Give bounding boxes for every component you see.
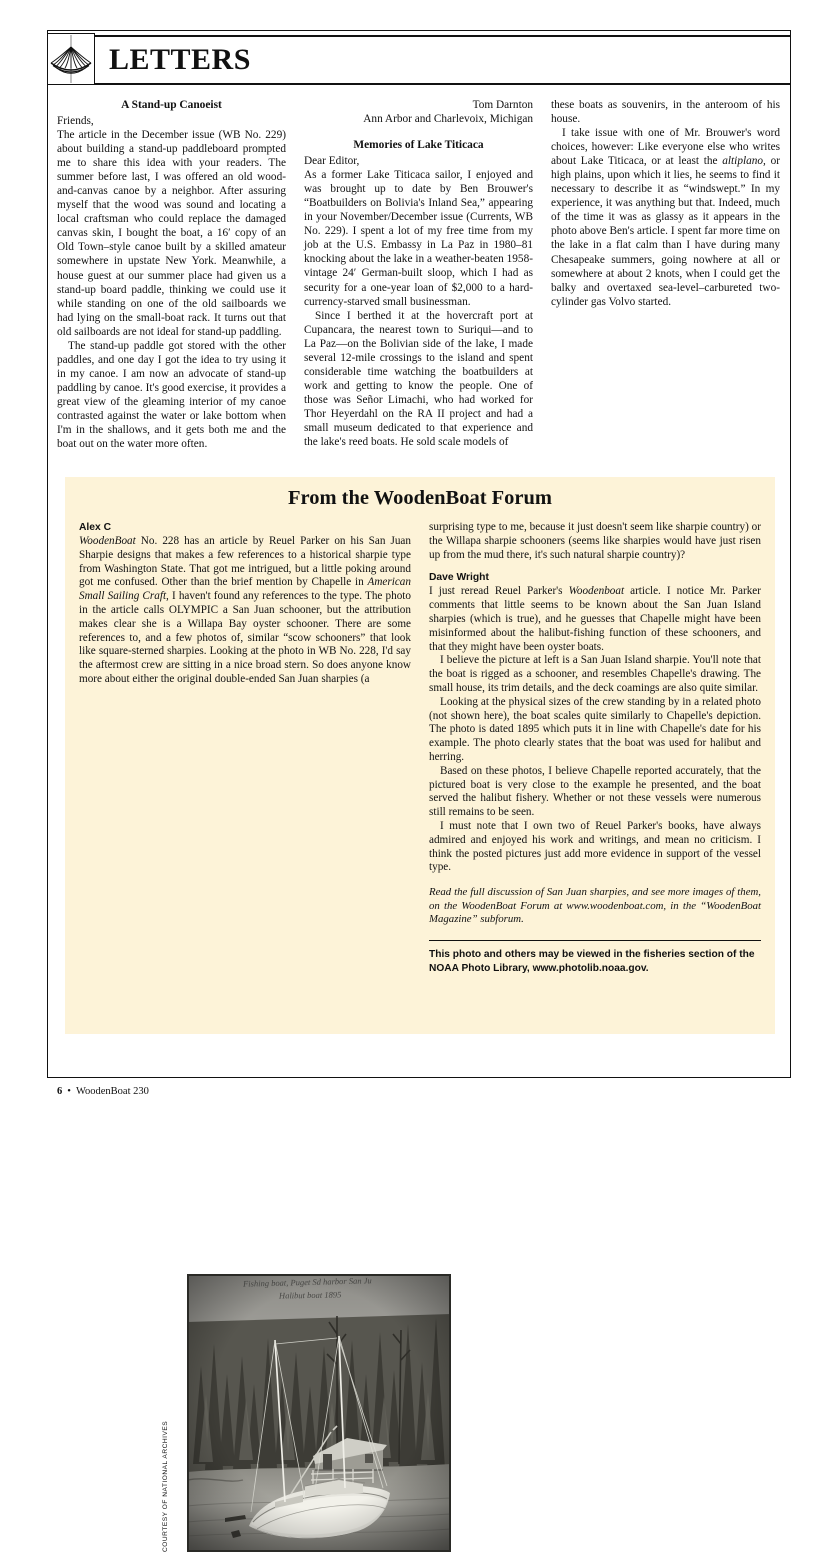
footer-separator: • [67,1086,71,1097]
forum-post1-italic-woodenboat: WoodenBoat [79,535,136,547]
masthead-rule-bottom [95,83,791,85]
forum-photo-source-caption: This photo and others may be viewed in the fisheries section of the NOAA Photo Library, www.photolib.noaa.gov. [429,949,755,974]
page-border-top [47,30,791,31]
forum-post-author-alex-c: Alex C [79,522,112,533]
letter2-paragraph-2: Since I berthed it at the hovercraft port at Cupancara, the nearest town to Suriqui—and to La Paz—on the Bolivian side of the lake, I made several 12-mile crossings to the island and spent considerable time watching the boatbuilders at work and getting to know the people. One of those was Señor Limachi, who had worked for Thor Heyerdahl on the RA II project and had a small museum dedicated to that experience and the lake's reed boats. He sold scale models of [304,309,533,449]
masthead [47,33,791,85]
letter2-paragraph-3 [551,126,780,309]
letters-column-3 [551,98,780,451]
forum-post-1-body [79,535,411,687]
photo-handwriting-line-1: Fishing boat, Puget Sd harbor San Ju [242,1275,372,1289]
forum-post2-text-a: I just reread Reuel Parker's [429,585,569,598]
forum-column-right [429,521,761,976]
forum-post2-italic-woodenboat: Woodenboat [568,585,625,598]
letter2-para3-post: or high plains, upon which it lies, he seems to find it necessary to describe it as “windswept.” In my experience, it was anything but that. Indeed, much of the time it was as glassy as it appears in the photo above Ben's article. I spent far more time on the lake in a flat calm than I have during many Chesapeake summers, going nowhere at all or somewhere at about 2 knots, when I could get the balky and overtaxed sea-level–carbureted two-cylinder gas Volvo started. [551,155,780,308]
letter2-paragraph-2-continued [551,98,780,126]
footer-publication: WoodenBoat 230 [75,1086,149,1097]
letter2-salutation: Dear Editor, [304,155,360,168]
page-border-bottom [47,1077,791,1078]
forum-post-2-paragraph-5: I must note that I own two of Reuel Parker's books, have always admired and enjoyed his work and writings, and mean no criticism. I think the posted pictures just add more evidence in support of the vessel type. [429,819,761,874]
letter1-paragraph-1: The article in the December issue (WB No. 229) about building a stand-up paddleboard prompted me to share this idea with your readers. The summer before last, I was offered an old wood-and-canvas canoe by a neighbor. After assuring myself that the wood was sound and locating a local craftsman who could replace the damaged canvas skin, I bought the boat, a 16′ copy of an Old Town–style canoe built by a skilled amateur somewhere in upstate New York. Meanwhile, a house guest at our summer place had given us a stand-up board paddle, thinking we could use it while standing on one of the old sailboards we had lying on the small-boat rack. It turns out that old sailboards are not ideal for stand-up paddling. [57,129,286,338]
forum-post-author-dave-wright: Dave Wright [429,572,489,584]
letter1-signature-name: Tom Darnton [472,99,533,111]
archival-photo-block [163,1274,451,1552]
woodenboat-logo-icon [47,33,95,85]
letter1-paragraph-2: The stand-up paddle got stored with the other paddles, and one day I got the idea to try using it in my canoe. I am now an advocate of stand-up paddling by canoe. It's good exercise, it provides a great view of the gleaming interior of my canoe contrasted against the water or lake bottom when I'm in the shallows, and it gets both me and the boat out on the water more often. [57,339,286,451]
forum-post1-text-b: I haven't found any references to the type. The photo in the article calls OLYMPIC a San Juan schooner, but the attribution makes clear she is a Willapa Bay oyster schooner. There are some references to, and a few photos of, similar “scow schooners” that look like square-sterned sharpies. Looking at the photo in WB No. 228, I'd say the aftermost crew are sitting in a nice broad stern. So does anyone know more about either the original double-ended San Juan sharpies (a [79,590,411,685]
letter1-signature-place: Ann Arbor and Charlevoix, Michigan [363,113,533,126]
forum-post2-text-b: article. I notice Mr. Parker comments that little seems to be known about the San Juan Island sharpies (which is true), and he guesses that Chapelle might have been misinformed about the halibut-fishing function of these schooners, and that they might have been oyster boats. [429,585,762,653]
forum-caption-rule [429,940,761,941]
forum-post1-continuation-text: surprising type to me, because it just doesn't seem like sharpie country) or the Willapa sharpie schooners (seems like sharpies would have just risen up from the mud there, it's such natural sharpie country)? [429,521,761,561]
photo-fishing-boat-1895 [187,1274,451,1552]
letters-section [57,98,781,451]
letters-column-2 [304,98,533,451]
forum-editor-note: Read the full discussion of San Juan sharpies, and see more images of them, on the WoodenBoat Forum at www.woodenboat.com, in the “WoodenBoat Magazine” subforum. [429,886,761,925]
forum-post-2-paragraph-4: Based on these photos, I believe Chapelle reported accurately, that the pictured boat is very close to the example he presented, and the boat served the halibut fishery. Whether or not these vessels were numerous still remains to be seen. [429,764,761,819]
forum-post1-italic-american-small-sailing-craft: American Small Sailing Craft, [79,576,411,603]
forum-title: From the WoodenBoat Forum [287,487,553,509]
letter2-para3-pre: I take issue with one of Mr. Brouwer's word choices, however: Like everyone else who writes about Lake Titicaca, or at least the [551,127,780,168]
letter2-para3-italic-altiplano: altiplano, [722,155,766,168]
letter1-salutation: Friends, [57,115,94,127]
forum-post-2-paragraph-1 [429,585,761,654]
photo-credit: COURTESY OF NATIONAL ARCHIVES [162,1420,169,1552]
forum-post-2-paragraph-3: Looking at the physical sizes of the crew standing by in a related photo (not shown here), the boat scales quite similarly to Chapelle's depiction. The photo is dated 1895 which puts it in line with Chapelle's date for his example. The photo clearly states that the boat was used for halibut and herring. [429,695,761,763]
letter-heading-stand-up-canoeist: A Stand-up Canoeist [121,99,222,111]
forum-post-2-paragraph-2: I believe the picture at left is a San Juan Island sharpie. You'll note that the boat is rigged as a schooner, and resembles Chapelle's drawing. The small house, its trim details, and the deck coamings are also quite similar. [429,654,761,694]
forum-post1-text-a: No. 228 has an article by Reuel Parker on his San Juan Sharpie designs that makes a few references to a historical sharpie type from Washington State. That got me intrigued, but a little poking around got me confused. Other than the brief mention by Chapelle in [79,535,411,589]
letters-column-1 [57,98,286,451]
letter2-continuation-text: these boats as souvenirs, in the anteroom of his house. [551,99,780,126]
letter2-paragraph-1: As a former Lake Titicaca sailor, I enjoyed and was brought up to date by Ben Brouwer's “Boatbuilders on Bolivia's Inland Sea,” appearing in your November/December issue (Currents, WB No. 229). I spent a lot of my free time from my job at the U.S. Embassy in La Paz in 1980–81 knocking about the lake in a weather-beaten 1958-vintage 24′ German-built sloop, which I had as security for a one-year loan of $2,000 to a hard-currency-starved small businessman. [304,169,533,308]
page-border-right [790,30,791,1078]
forum-post-1-continued [429,521,761,562]
footer-page-number: 6 [57,1086,63,1097]
page-title: LETTERS [109,43,251,76]
letter-heading-memories-of-lake-titicaca: Memories of Lake Titicaca [353,139,484,152]
photo-handwriting-line-2: Halibut boat 1895 [278,1289,342,1301]
page-border-left [47,30,48,1078]
page-footer [57,1086,149,1097]
